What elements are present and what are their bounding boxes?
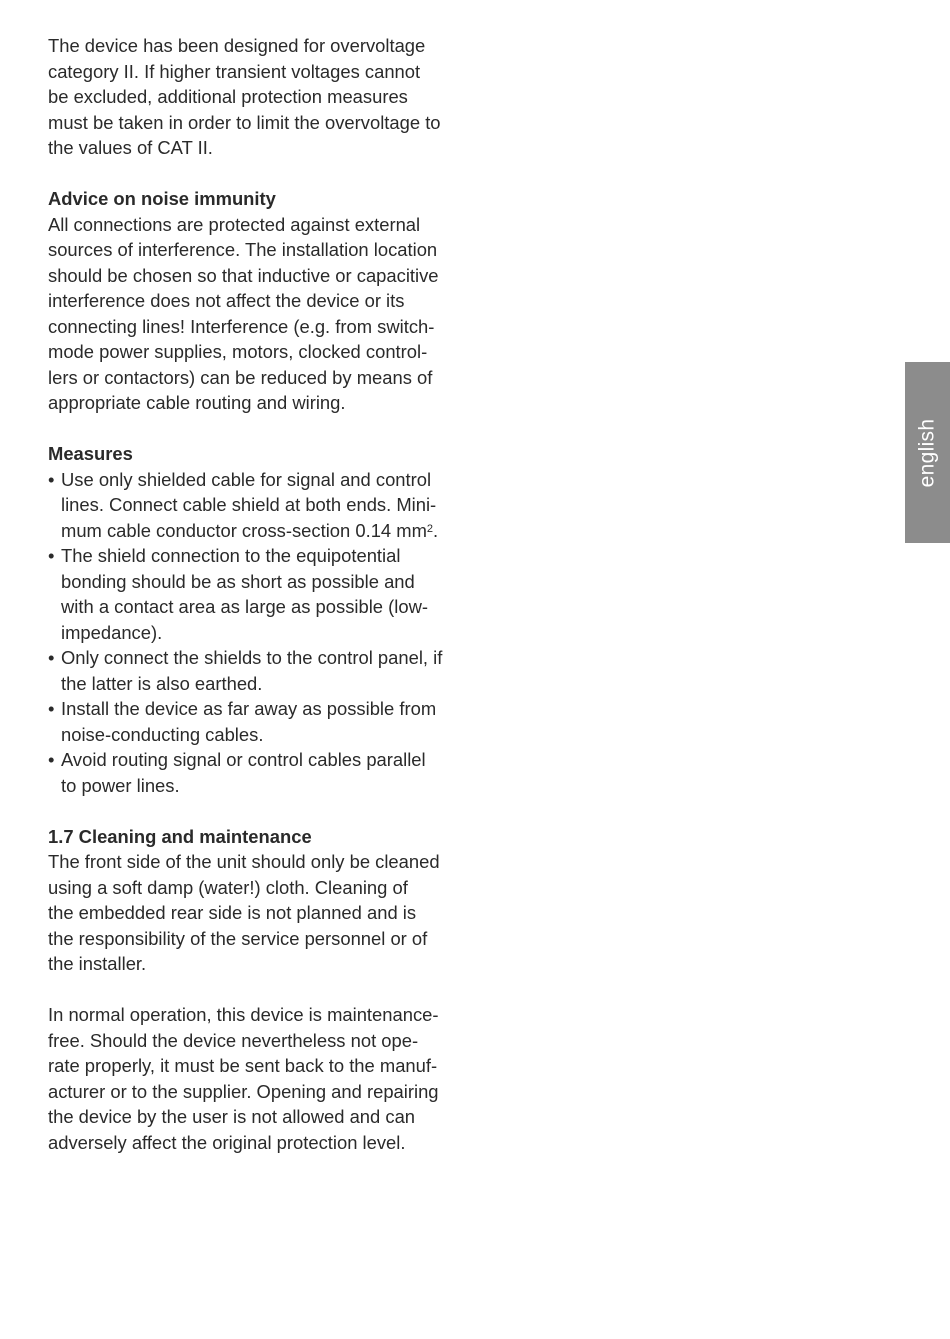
cleaning-heading: 1.7 Cleaning and maintenance [48, 825, 312, 847]
bullet-icon: • [48, 647, 55, 668]
spacer [48, 798, 468, 824]
language-tab [905, 362, 950, 543]
language-label: english [915, 418, 939, 487]
list-item-text-tail: . [433, 519, 439, 541]
list-item-text: Only connect the shields to the control panel, if the latter is also earthed. [61, 647, 443, 694]
bullet-icon: • [48, 468, 55, 490]
spacer [48, 977, 468, 1003]
spacer [48, 416, 468, 442]
bullet-icon: • [48, 749, 55, 770]
list-item-text: The shield connection to the equipotential bonding should be as short as possible and with a contact area as large as possible (low- impedance). [61, 545, 428, 643]
list-item [48, 543, 468, 645]
spacer [48, 161, 468, 187]
measures-list [48, 467, 468, 799]
list-item-text: Use only shielded cable for signal and control lines. Connect cable shield at both ends. Mini- mum cable conductor cross-section 0.14 mm [61, 468, 437, 541]
maintenance-paragraph: In normal operation, this device is maintenance- free. Should the device nevertheless not ope- rate properly, it must be sent back to the manuf- acturer or to the supplier. Opening and repairing the device by the user is not allowed and can adversely affect the original protection level. [48, 1004, 439, 1153]
superscript: 2 [426, 522, 434, 535]
list-item-text: Avoid routing signal or control cables parallel to power lines. [61, 749, 426, 796]
intro-paragraph: The device has been designed for overvoltage category II. If higher transient voltages cannot be excluded, additional protection measures must be taken in order to limit the overvoltage to the values of CAT II. [48, 35, 441, 158]
list-item [48, 747, 468, 798]
document-column [48, 33, 468, 1155]
noise-immunity-heading: Advice on noise immunity [48, 188, 276, 209]
bullet-icon: • [48, 545, 55, 566]
noise-immunity-paragraph: All connections are protected against external sources of interference. The installation location should be chosen so that inductive or capacitive interference does not affect the device or its connecting lines! Interference (e.g. from switch- mode power supplies, motors, clocked control- lers or contactors) can be reduced by means of appropriate cable routing and wiring. [48, 213, 439, 413]
list-item-text: Install the device as far away as possible from noise-conducting cables. [61, 698, 437, 745]
bullet-icon: • [48, 698, 55, 719]
measures-heading: Measures [48, 443, 133, 464]
list-item [48, 467, 468, 544]
list-item [48, 696, 468, 747]
cleaning-paragraph: The front side of the unit should only be cleaned using a soft damp (water!) cloth. Cleaning of the embedded rear side is not planned and is the responsibility of the service personnel or of the installer. [48, 851, 440, 974]
list-item [48, 645, 468, 696]
